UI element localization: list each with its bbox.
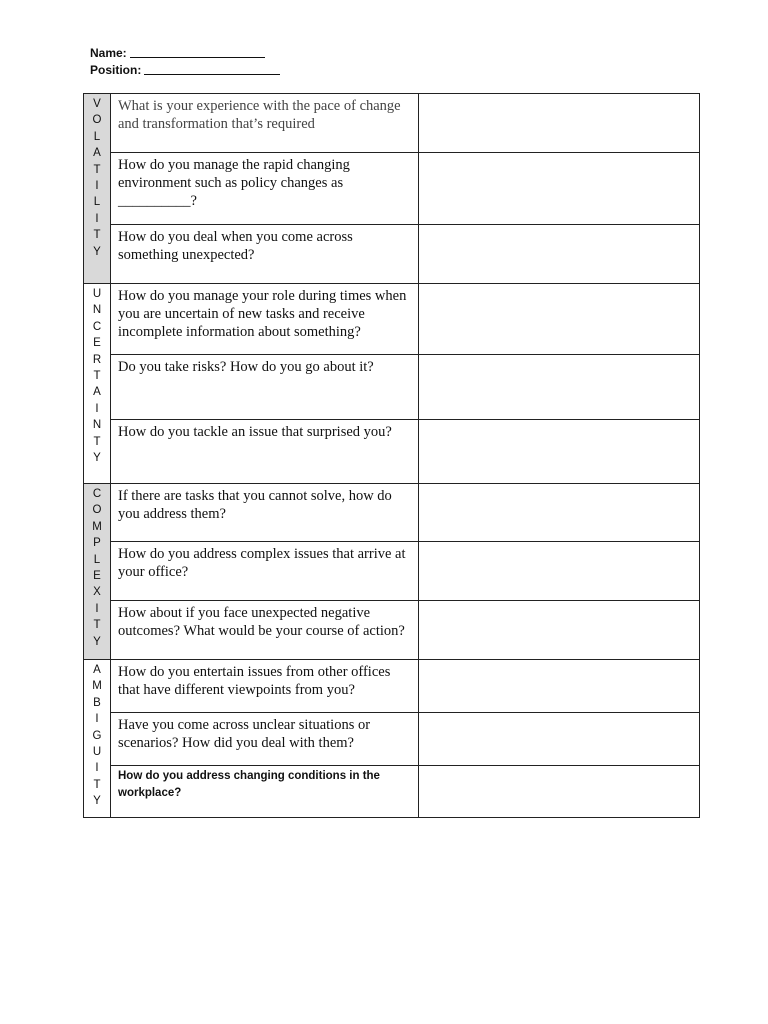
letter: Y bbox=[93, 795, 101, 808]
letter: U bbox=[92, 288, 102, 300]
table-row bbox=[84, 420, 700, 484]
letter: X bbox=[93, 586, 101, 599]
letter: O bbox=[92, 114, 102, 127]
letter: I bbox=[95, 180, 99, 193]
letter: L bbox=[93, 130, 101, 143]
question-cell: Do you take risks? How do you go about it? bbox=[111, 355, 419, 420]
question-cell: If there are tasks that you cannot solve, how do you address them? bbox=[111, 484, 419, 542]
answer-cell[interactable] bbox=[419, 713, 700, 766]
letter: E bbox=[93, 337, 101, 350]
answer-cell[interactable] bbox=[419, 225, 700, 284]
position-label: Position: bbox=[90, 63, 142, 77]
table-row bbox=[84, 225, 700, 284]
letter: C bbox=[92, 320, 102, 333]
answer-cell[interactable] bbox=[419, 766, 700, 818]
form-header bbox=[90, 45, 280, 79]
answer-cell[interactable] bbox=[419, 601, 700, 660]
complexity-letters-cell bbox=[84, 484, 111, 660]
question-cell: How do you address changing conditions in the workplace? bbox=[111, 766, 419, 818]
letter: N bbox=[92, 304, 102, 317]
vuca-question-table bbox=[83, 93, 700, 818]
table-row bbox=[84, 153, 700, 225]
letter: E bbox=[93, 570, 101, 583]
answer-cell[interactable] bbox=[419, 355, 700, 420]
letter: T bbox=[93, 370, 101, 383]
letter: M bbox=[92, 520, 102, 533]
letter: A bbox=[93, 386, 101, 399]
name-label: Name: bbox=[90, 46, 127, 60]
letter: G bbox=[92, 729, 102, 742]
question-cell: How do you manage your role during times when you are uncertain of new tasks and receive incomplete information about something? bbox=[111, 284, 419, 355]
letter: I bbox=[95, 762, 99, 775]
table-row bbox=[84, 660, 700, 713]
question-cell: What is your experience with the pace of change and transformation that’s required bbox=[111, 94, 419, 153]
letter: O bbox=[92, 504, 102, 517]
question-cell: How do you entertain issues from other offices that have different viewpoints from you? bbox=[111, 660, 419, 713]
uncertainty-letters-cell bbox=[84, 284, 111, 484]
name-blank-field[interactable] bbox=[130, 45, 265, 58]
letter: L bbox=[93, 553, 101, 566]
table-row bbox=[84, 713, 700, 766]
answer-cell[interactable] bbox=[419, 284, 700, 355]
letter: T bbox=[93, 619, 101, 632]
letter: Y bbox=[93, 452, 101, 465]
letter: L bbox=[93, 196, 101, 209]
answer-cell[interactable] bbox=[419, 153, 700, 225]
table-row bbox=[84, 601, 700, 660]
letter: M bbox=[92, 680, 102, 693]
letter: I bbox=[95, 602, 99, 615]
question-cell: How do you manage the rapid changing environment such as policy changes as __________? bbox=[111, 153, 419, 225]
table-row bbox=[84, 94, 700, 153]
answer-cell[interactable] bbox=[419, 484, 700, 542]
letter: Y bbox=[93, 635, 101, 648]
question-cell: Have you come across unclear situations or scenarios? How did you deal with them? bbox=[111, 713, 419, 766]
table-row bbox=[84, 484, 700, 542]
table-row bbox=[84, 355, 700, 420]
letter: T bbox=[93, 163, 101, 176]
letter: R bbox=[92, 353, 102, 366]
name-line bbox=[90, 45, 280, 62]
ambiguity-letters-cell bbox=[84, 660, 111, 818]
letter: B bbox=[93, 696, 101, 709]
letter: P bbox=[93, 537, 101, 550]
answer-cell[interactable] bbox=[419, 94, 700, 153]
letter: I bbox=[95, 212, 99, 225]
letter: T bbox=[93, 778, 101, 791]
letter: N bbox=[92, 419, 102, 432]
letter: U bbox=[92, 746, 102, 759]
letter: Y bbox=[93, 245, 101, 258]
letter: I bbox=[95, 713, 99, 726]
position-blank-field[interactable] bbox=[144, 62, 280, 75]
position-line bbox=[90, 62, 280, 79]
question-cell: How do you deal when you come across something unexpected? bbox=[111, 225, 419, 284]
answer-cell[interactable] bbox=[419, 420, 700, 484]
answer-cell[interactable] bbox=[419, 660, 700, 713]
letter: T bbox=[93, 435, 101, 448]
letter: T bbox=[93, 229, 101, 242]
answer-cell[interactable] bbox=[419, 542, 700, 601]
letter: C bbox=[92, 488, 102, 500]
letter: A bbox=[93, 664, 101, 676]
question-cell: How do you address complex issues that arrive at your office? bbox=[111, 542, 419, 601]
table-row bbox=[84, 542, 700, 601]
volatility-letters-cell bbox=[84, 94, 111, 284]
table-row bbox=[84, 766, 700, 818]
letter: A bbox=[93, 147, 101, 160]
question-cell: How about if you face unexpected negative outcomes? What would be your course of action? bbox=[111, 601, 419, 660]
letter: I bbox=[95, 402, 99, 415]
letter: V bbox=[93, 98, 101, 110]
question-cell: How do you tackle an issue that surprised you? bbox=[111, 420, 419, 484]
table-row bbox=[84, 284, 700, 355]
